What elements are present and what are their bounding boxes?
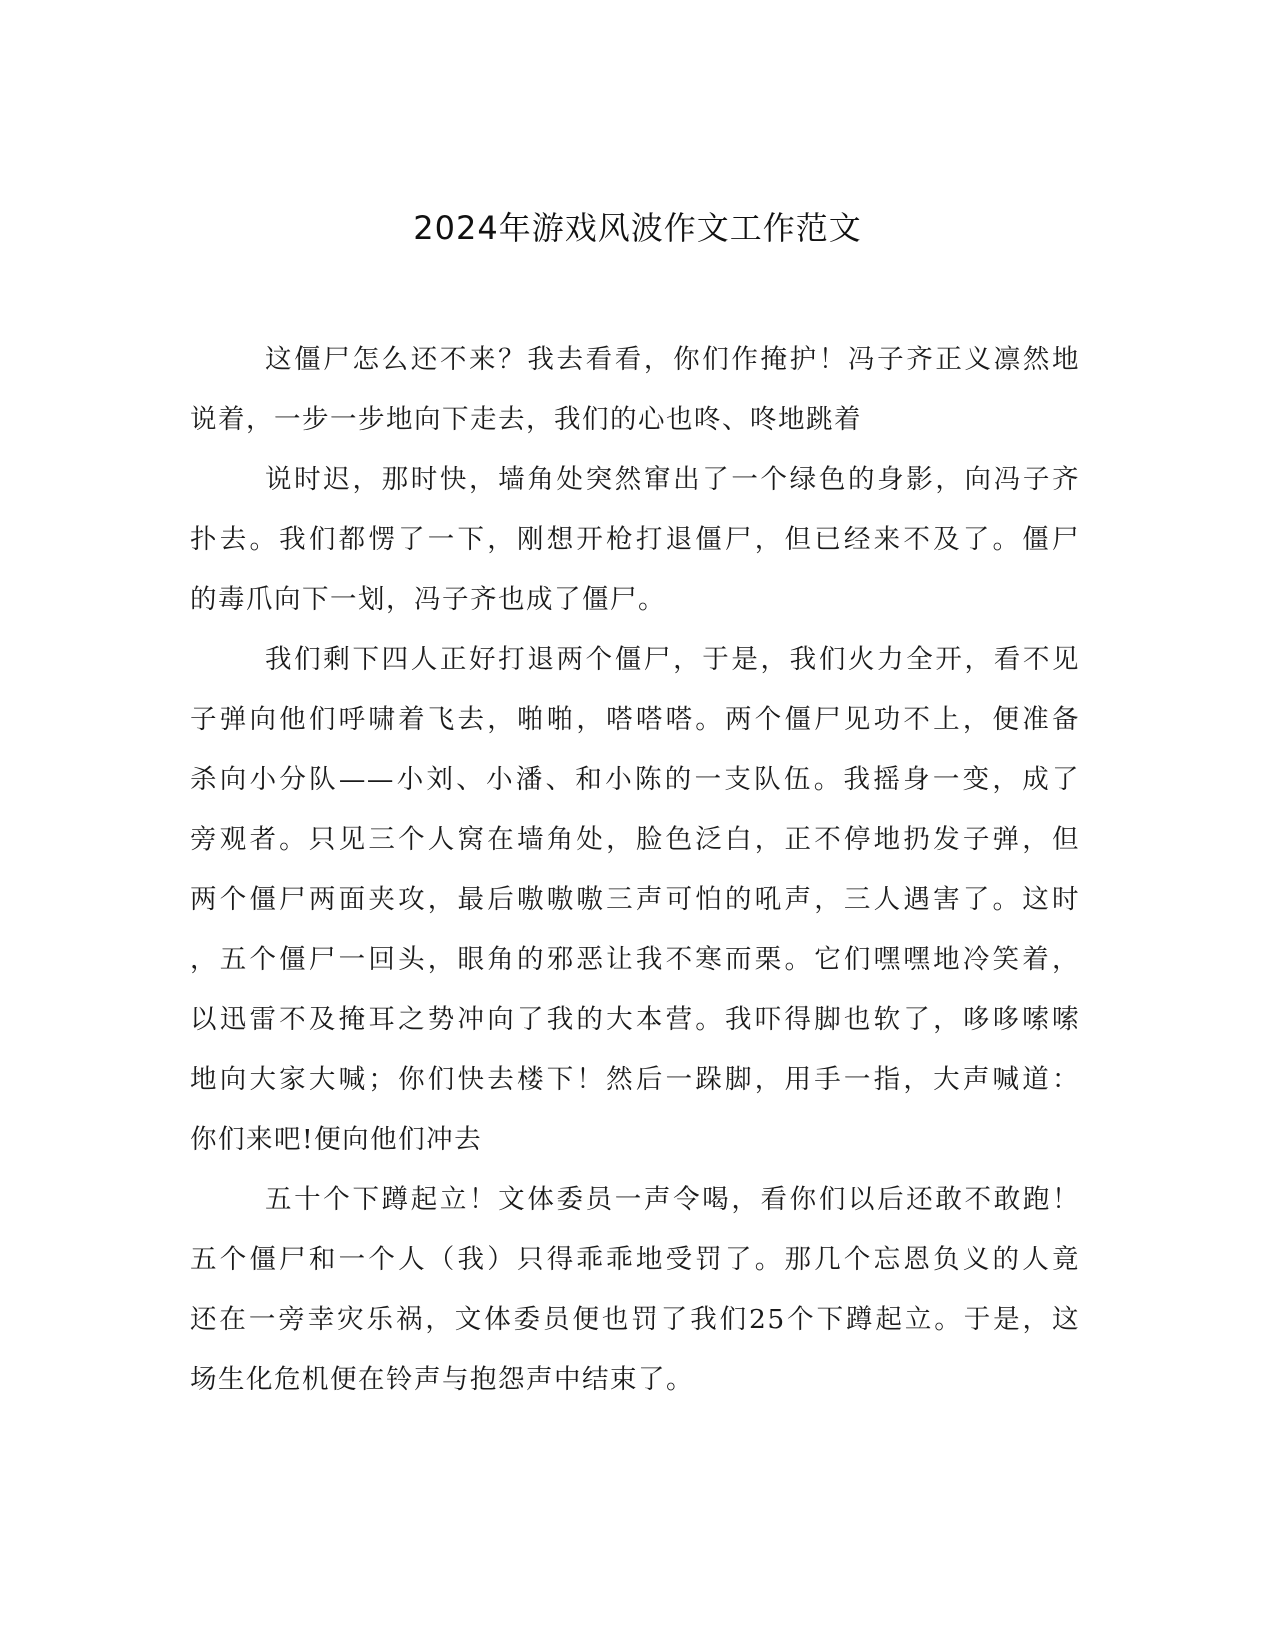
text-line: 场生化危机便在铃声与抱怨声中结束了。 (190, 1364, 694, 1395)
text-line: 还在一旁幸灾乐祸，文体委员便也罚了我们25个下蹲起立。于是，这 (190, 1304, 1080, 1335)
text-line: 这僵尸怎么还不来？我去看看，你们作掩护！冯子齐正义凛然地 (265, 344, 1080, 375)
text-line: 子弹向他们呼啸着飞去，啪啪，嗒嗒嗒。两个僵尸见功不上，便准备 (190, 704, 1080, 735)
text-line: 说着，一步一步地向下走去，我们的心也咚、咚地跳着 (190, 404, 862, 435)
paragraph-4 (190, 1170, 1080, 1410)
text-line: 地向大家大喊；你们快去楼下！然后一跺脚，用手一指，大声喊道： (190, 1064, 1080, 1095)
text-line: 杀向小分队——小刘、小潘、和小陈的一支队伍。我摇身一变，成了 (190, 764, 1080, 795)
paragraph-2 (190, 450, 1080, 630)
text-line: 你们来吧!便向他们冲去 (190, 1124, 483, 1155)
text-line: 旁观者。只见三个人窝在墙角处，脸色泛白，正不停地扔发子弹，但 (190, 824, 1080, 855)
paragraph-1 (190, 330, 1080, 450)
text-line: 以迅雷不及掩耳之势冲向了我的大本营。我吓得脚也软了，哆哆嗦嗦 (190, 1004, 1080, 1035)
text-line: 的毒爪向下一划，冯子齐也成了僵尸。 (190, 584, 666, 615)
paragraph-3 (190, 630, 1080, 1170)
text-line: 两个僵尸两面夹攻，最后嗷嗷嗷三声可怕的吼声，三人遇害了。这时 (190, 884, 1080, 915)
text-line: 说时迟，那时快，墙角处突然窜出了一个绿色的身影，向冯子齐 (265, 464, 1080, 495)
text-line: 扑去。我们都愣了一下，刚想开枪打退僵尸，但已经来不及了。僵尸 (190, 524, 1080, 555)
text-line: 五个僵尸和一个人（我）只得乖乖地受罚了。那几个忘恩负义的人竟 (190, 1244, 1080, 1275)
text-line: ，五个僵尸一回头，眼角的邪恶让我不寒而栗。它们嘿嘿地冷笑着， (190, 944, 1080, 975)
text-line: 五十个下蹲起立！文体委员一声令喝，看你们以后还敢不敢跑！ (265, 1184, 1080, 1215)
document-title: 2024年游戏风波作文工作范文 (413, 209, 862, 247)
document-body (190, 330, 1080, 1410)
text-line: 我们剩下四人正好打退两个僵尸，于是，我们火力全开，看不见 (265, 644, 1080, 675)
